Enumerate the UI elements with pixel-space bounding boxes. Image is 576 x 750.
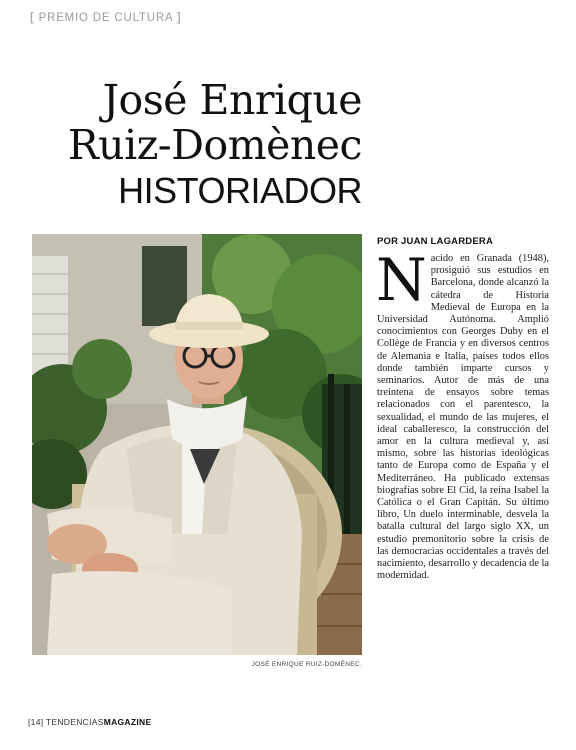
section-label — [30, 12, 181, 24]
publication-name: TENDENCIAS — [45, 717, 104, 727]
page-number: [14] — [28, 717, 44, 727]
article-title — [68, 78, 362, 168]
section-label-text: PREMIO DE CULTURA — [38, 12, 173, 24]
article-byline: POR JUAN LAGARDERA — [377, 236, 494, 247]
photo-caption: JOSÉ ENRIQUE RUIZ-DOMÈNEC. — [251, 661, 362, 668]
section-bracket-open: [ — [30, 12, 35, 24]
article-subtitle: HISTORIADOR — [118, 170, 362, 211]
title-line-1: José Enrique — [102, 76, 362, 124]
article-body-text: acido en Granada (1948), prosiguió sus estudios en Barcelona, donde alcanzó la cátedra de Historia Medieval de Europa en la Universidad Autónoma. Amplió conocimientos con Georges Duby en el Collège de Francia y en diversos centros de Alemania e Italia, países todos ellos donde también imparte cursos y seminarios. Autor de más de una treintena de ensayos sobre temas relacionados con el parentesco, la sexualidad, el mundo de las mujeres, el ideal caballeresco, la construcción del amor en la cultura medieval y, así mismo, sobre las historias ideológicas tanto de Europa como de España y el Mediterráneo. Ha publicado extensas biografías sobre El Cid, la reina Isabel la Católica o el Gran Capitán. Su último libro, Un duelo interminable, desvela la batalla cultural del largo siglo XX, un estudio premonitorio sobre la crisis de las democracias occidentales a través del nacimiento, desarrollo y decadencia de la modernidad. — [377, 253, 549, 582]
section-bracket-close: ] — [176, 12, 182, 24]
title-line-2: Ruiz-Domènec — [67, 121, 362, 169]
portrait-illustration — [32, 234, 362, 655]
magazine-label: MAGAZINE — [103, 717, 152, 727]
drop-cap: N — [376, 246, 427, 314]
portrait-photo — [32, 234, 362, 655]
page-footer — [28, 717, 151, 727]
article-body — [376, 246, 549, 582]
